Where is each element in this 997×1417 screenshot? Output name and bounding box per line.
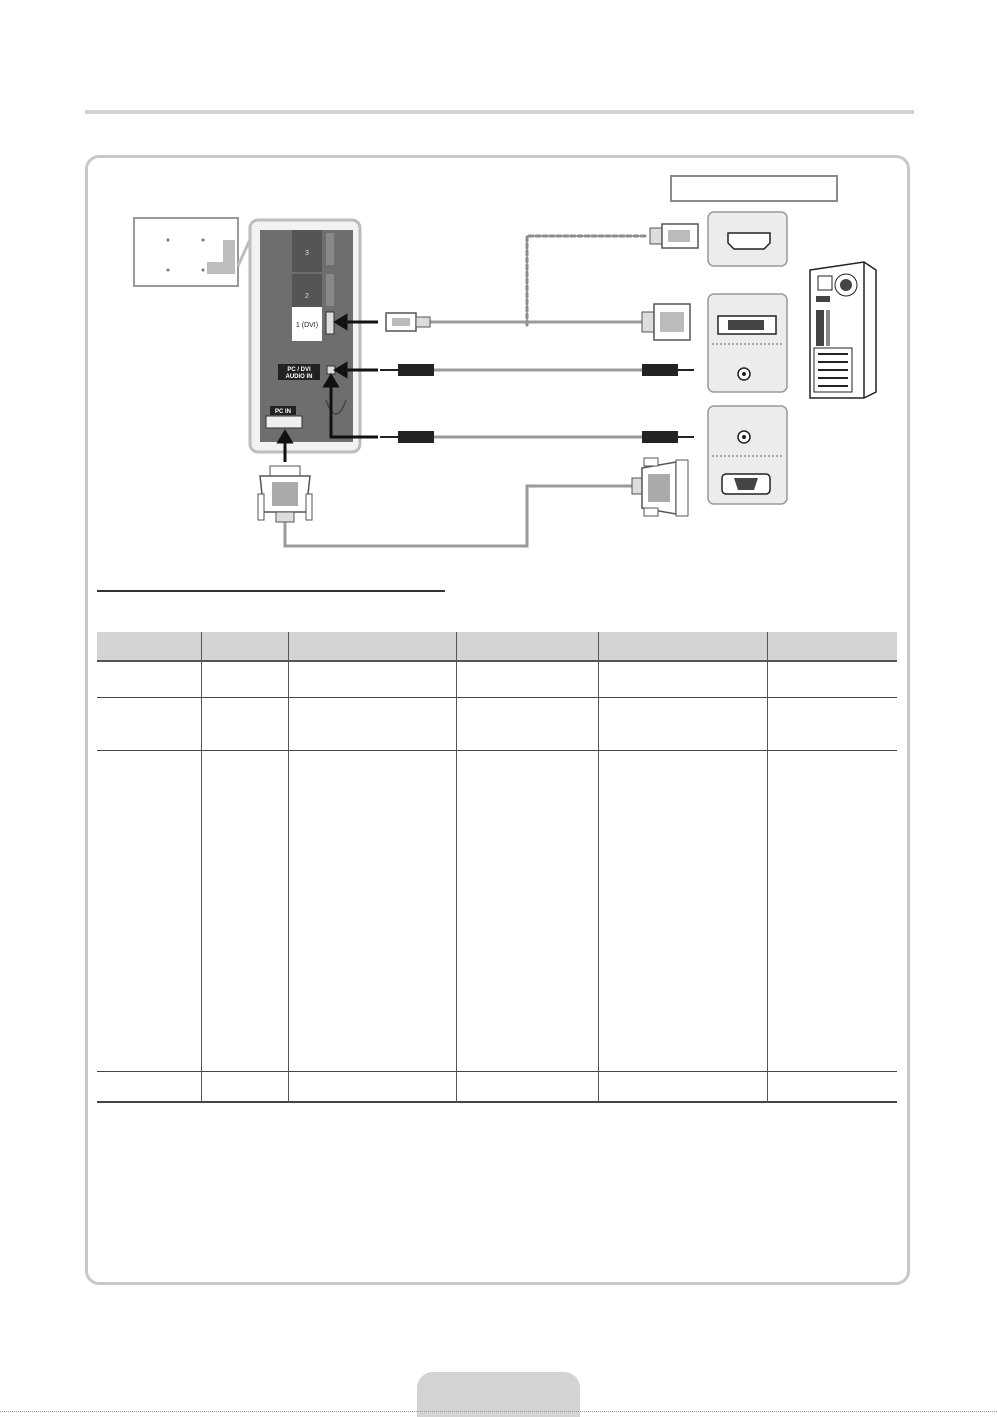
tv-thumbnail: [134, 218, 258, 286]
hdmi-dashed-cable: [527, 236, 648, 325]
audio-in-label-line2: AUDIO IN: [285, 374, 313, 380]
audio-in-label-line1: PC / DVI: [287, 367, 311, 373]
table-column-divider: [201, 632, 202, 1102]
d-sub-plug-left: [258, 466, 312, 522]
table-row-divider: [97, 1071, 897, 1072]
table-row-divider: [97, 697, 897, 698]
hdmi-3-label: 3: [305, 250, 309, 257]
hdmi-1-dvi-label: 1 (DVI): [295, 322, 319, 329]
dvi-plug: [642, 304, 690, 340]
d-sub-cable: [285, 486, 640, 546]
table-bottom-border: [97, 1101, 897, 1103]
section-underline: [97, 590, 445, 592]
hdmi-2-label: 2: [305, 293, 309, 300]
tv-back-panel: [250, 220, 360, 452]
pc-connection-diagram: [0, 0, 997, 600]
table-row-divider: [97, 750, 897, 751]
table-column-divider: [598, 632, 599, 1102]
table-column-divider: [767, 632, 768, 1102]
bottom-dotted-rule: [0, 1411, 997, 1412]
hdmi-plug-top-right: [650, 224, 698, 248]
table-column-divider: [456, 632, 457, 1102]
pc-audio-vga-port-box: [708, 406, 787, 504]
d-sub-plug-right: [632, 458, 688, 516]
audio-plugs: [380, 364, 694, 443]
pc-dvi-audio-port-box: [708, 294, 787, 392]
pc-tower-icon: [810, 262, 876, 398]
hdmi-plug-left: [386, 313, 430, 331]
table-header-row: [97, 632, 897, 662]
pc-hdmi-port-box: [708, 212, 787, 266]
pc-in-label: PC IN: [274, 409, 292, 415]
table-column-divider: [288, 632, 289, 1102]
